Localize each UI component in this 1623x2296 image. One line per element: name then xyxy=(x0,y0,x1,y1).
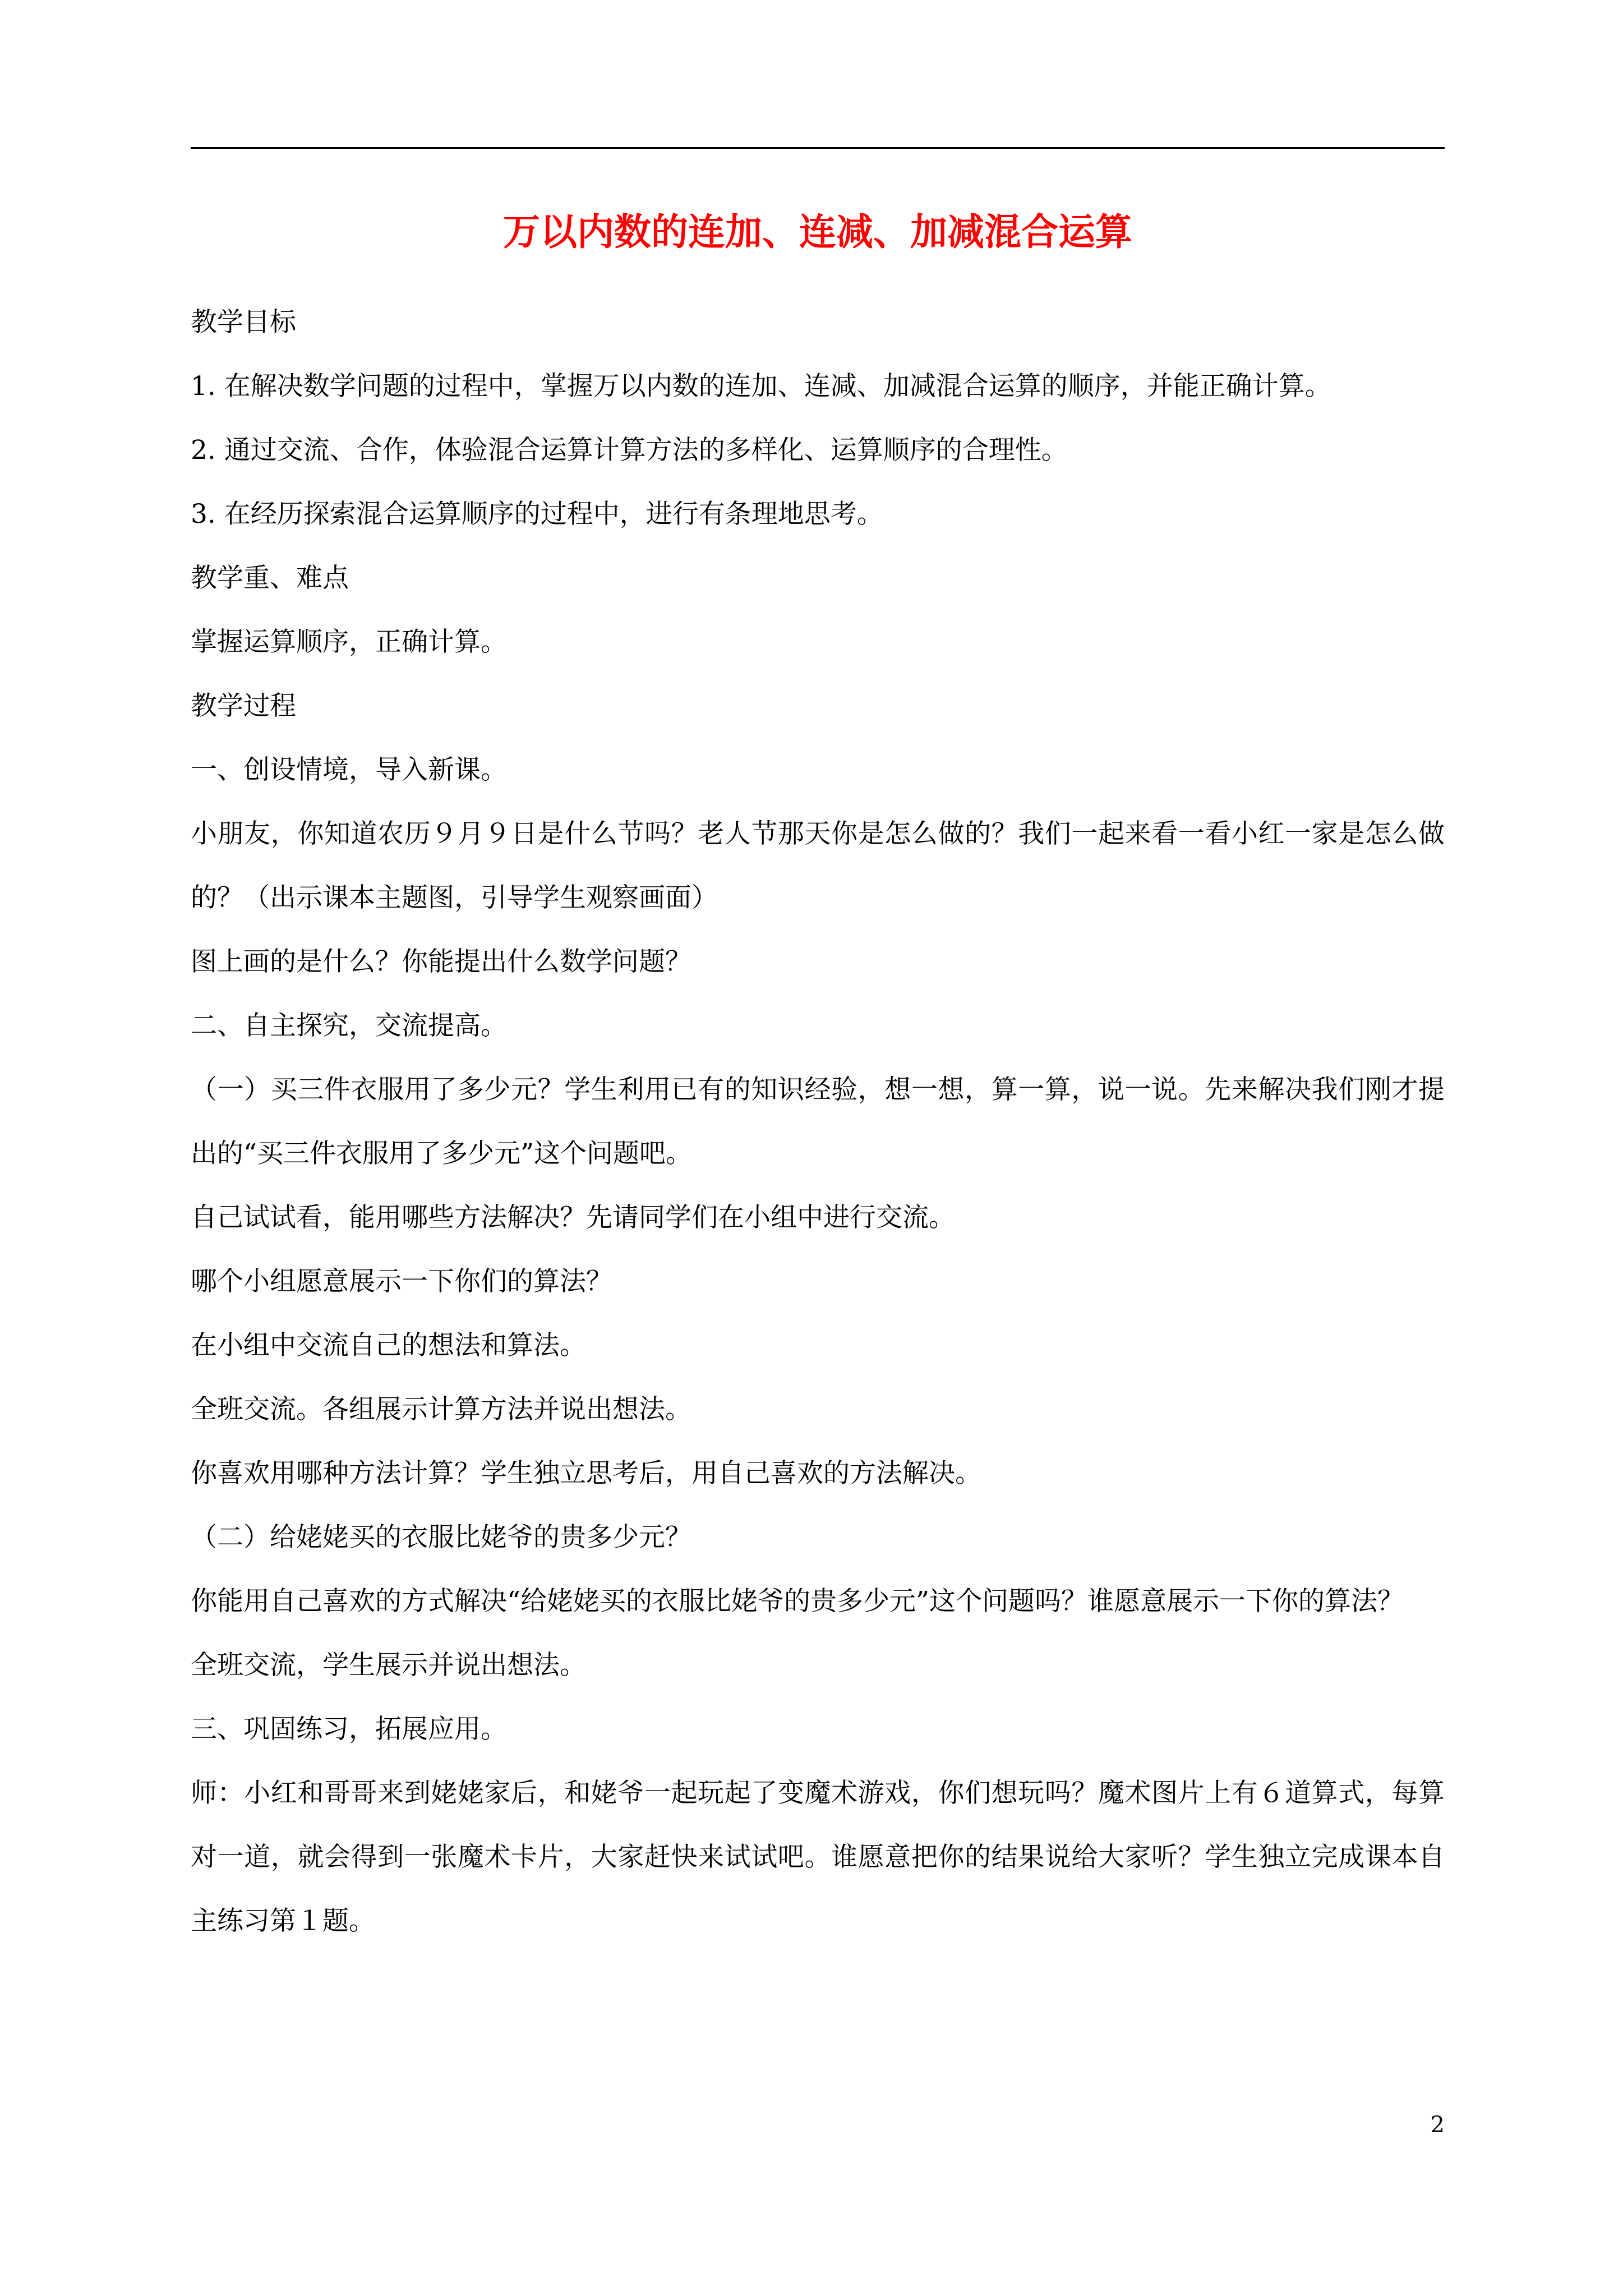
section-heading-objectives: 教学目标 xyxy=(191,307,296,338)
paragraph-intro: 小朋友，你知道农历９月９日是什么节吗？老人节那天你是怎么做的？我们一起来看一看小红一家是怎么做的？（出示课本主题图，引导学生观察画面） xyxy=(191,818,1445,913)
paragraph-class-exchange: 全班交流。各组展示计算方法并说出想法。 xyxy=(191,1394,691,1425)
page-title: 万以内数的连加、连减、加减混合运算 xyxy=(503,210,1132,254)
objective-item-3: 3. 在经历探索混合运算顺序的过程中，进行有条理地思考。 xyxy=(191,499,883,530)
page-number: 2 xyxy=(1430,2112,1445,2138)
paragraph-class-exchange-2: 全班交流，学生展示并说出想法。 xyxy=(191,1650,586,1681)
step-heading-3: 三、巩固练习，拓展应用。 xyxy=(191,1714,507,1745)
paragraph-part-two: （二）给姥姥买的衣服比姥爷的贵多少元？ xyxy=(191,1522,691,1553)
paragraph-try: 自己试试看，能用哪些方法解决？先请同学们在小组中进行交流。 xyxy=(191,1202,955,1233)
paragraph-part-one: （一）买三件衣服用了多少元？学生利用已有的知识经验，想一想，算一算，说一说。先来解决我们刚才提出的“买三件衣服用了多少元”这个问题吧。 xyxy=(191,1074,1445,1169)
paragraph-show: 哪个小组愿意展示一下你们的算法？ xyxy=(191,1266,612,1297)
paragraph-group: 在小组中交流自己的想法和算法。 xyxy=(191,1330,586,1361)
section-heading-key-points: 教学重、难点 xyxy=(191,563,349,593)
paragraph-part-two-question: 你能用自己喜欢的方式解决“给姥姥买的衣服比姥爷的贵多少元”这个问题吗？谁愿意展示一下你的算法？ xyxy=(191,1586,1404,1617)
paragraph-preference: 你喜欢用哪种方法计算？学生独立思考后，用自己喜欢的方法解决。 xyxy=(191,1458,981,1489)
objective-item-1: 1. 在解决数学问题的过程中，掌握万以内数的连加、连减、加减混合运算的顺序，并能正确计算。 xyxy=(191,371,1331,402)
section-heading-process: 教学过程 xyxy=(191,691,296,721)
step-heading-1: 一、创设情境，导入新课。 xyxy=(191,754,507,785)
paragraph-question: 图上画的是什么？你能提出什么数学问题？ xyxy=(191,946,691,977)
objective-item-2: 2. 通过交流、合作，体验混合运算计算方法的多样化、运算顺序的合理性。 xyxy=(191,435,1068,466)
document-body xyxy=(191,291,1445,1953)
step-heading-2: 二、自主探究，交流提高。 xyxy=(191,1010,507,1041)
paragraph-magic-game: 师：小红和哥哥来到姥姥家后，和姥爷一起玩起了变魔术游戏，你们想玩吗？魔术图片上有６道算式，每算对一道，就会得到一张魔术卡片，大家赶快来试试吧。谁愿意把你的结果说给大家听？学生独立完成课本自主练习第１题。 xyxy=(191,1778,1445,1936)
key-points-text: 掌握运算顺序，正确计算。 xyxy=(191,627,507,657)
header-rule xyxy=(191,147,1445,149)
